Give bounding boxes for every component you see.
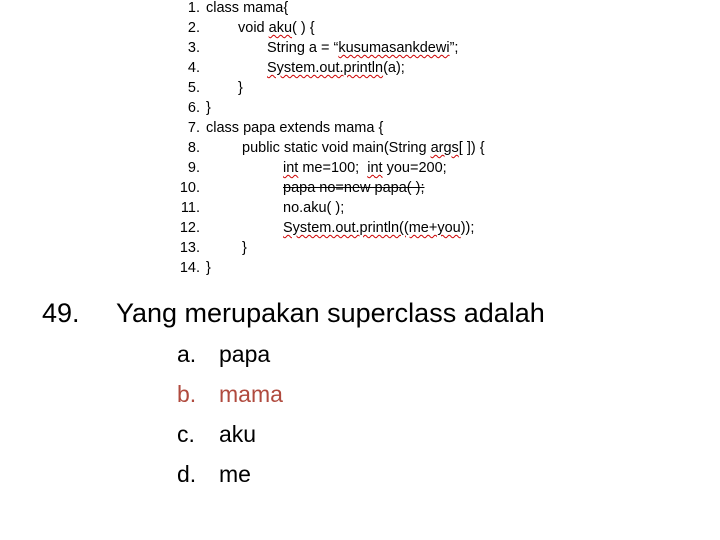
option-letter: c. (177, 421, 195, 447)
code-token: class mama{ (206, 0, 289, 16)
code-text (283, 198, 344, 218)
line-number: 12. (179, 220, 200, 236)
code-text (238, 18, 315, 38)
spellcheck-underlined-text: aku (268, 20, 293, 36)
option-letter: a. (177, 341, 197, 367)
option-letter: b. (177, 381, 197, 407)
code-token: me=100; (298, 160, 368, 176)
line-number: 4. (187, 60, 200, 76)
code-token: } (206, 260, 211, 276)
line-number: 7. (187, 120, 200, 136)
line-number: 8. (187, 140, 200, 156)
spellcheck-underlined-text: kusumasankdewi (338, 40, 450, 56)
code-token: ( ) { (292, 20, 315, 36)
code-token: void (238, 20, 269, 36)
code-text (267, 58, 405, 78)
code-text (206, 0, 288, 18)
code-token: } (238, 80, 243, 96)
code-text (242, 138, 485, 158)
code-text (283, 178, 424, 198)
line-number: 11. (180, 200, 200, 216)
code-text (206, 118, 383, 138)
spellcheck-underlined-text: int (367, 160, 383, 176)
line-number: 1. (187, 0, 200, 16)
code-text (206, 98, 211, 118)
struck-text: papa no=new papa( ); (283, 180, 425, 196)
code-text (242, 238, 247, 258)
spellcheck-underlined-text: System.out.println((me+you (283, 220, 461, 236)
code-token: )); (460, 220, 475, 236)
line-number: 3. (187, 40, 200, 56)
option-text: aku (219, 421, 257, 447)
line-number: 9. (187, 160, 200, 176)
option-text: me (219, 461, 251, 487)
code-token: you=200; (382, 160, 447, 176)
code-token: class papa extends mama { (206, 120, 384, 136)
code-token: no.aku( ); (283, 200, 345, 216)
code-token: [ ]) { (458, 140, 485, 156)
question-number: 49. (42, 298, 80, 328)
option-text: papa (219, 341, 271, 367)
option-text: mama (219, 381, 283, 407)
spellcheck-underlined-text: int (283, 160, 299, 176)
line-number: 6. (187, 100, 200, 116)
code-text (267, 38, 458, 58)
option-letter: d. (177, 461, 197, 487)
code-text (283, 218, 474, 238)
code-token: } (206, 100, 211, 116)
line-number: 5. (187, 80, 200, 96)
line-number: 10. (179, 180, 200, 196)
code-text (238, 78, 243, 98)
code-token: ”; (449, 40, 459, 56)
spellcheck-underlined-text: System.out.println (267, 60, 384, 76)
code-text (206, 258, 211, 278)
line-number: 14. (179, 260, 200, 276)
spellcheck-underlined-text: args (430, 140, 459, 156)
line-number: 2. (187, 20, 200, 36)
code-token: } (242, 240, 247, 256)
code-token: String a = “ (267, 40, 339, 56)
code-token: public static void main(String (242, 140, 431, 156)
question-text: Yang merupakan superclass adalah (116, 298, 545, 328)
code-token: (a); (383, 60, 405, 76)
line-number: 13. (179, 240, 200, 256)
code-text (283, 158, 447, 178)
